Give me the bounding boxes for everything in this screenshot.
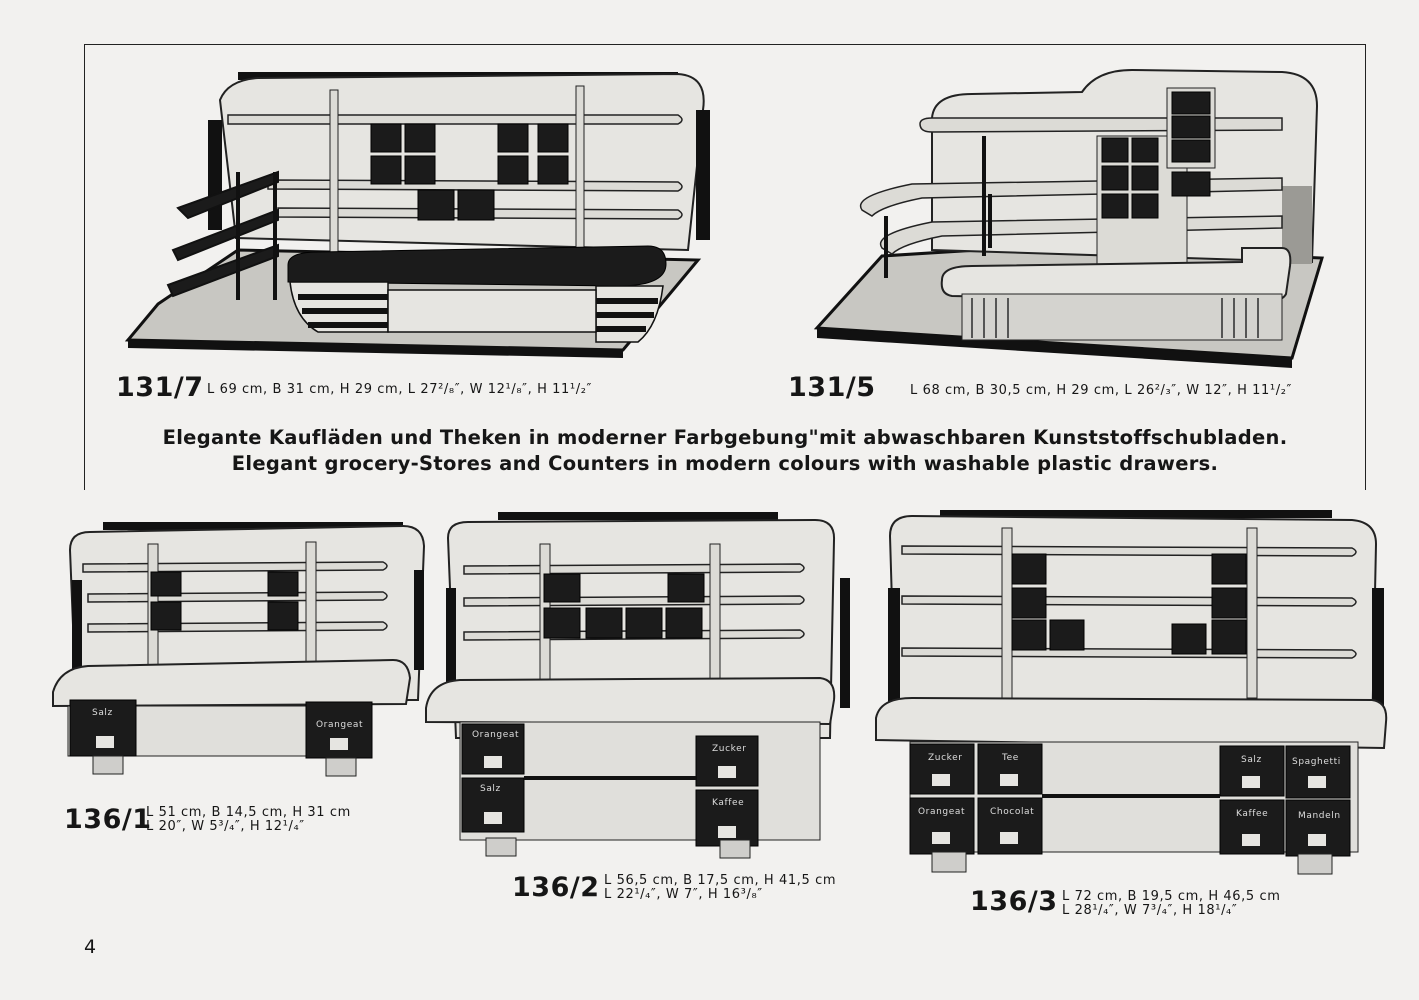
headline-german: Elegante Kaufläden und Theken in moderner Farbgebung"mit abwaschbaren Kunststoffschubladen. (162, 426, 1288, 449)
drawer-label-tee-136-3: Tee (1002, 753, 1019, 763)
drawer-label-orangeat-136-3: Orangeat (918, 807, 966, 817)
product-photo-131-5 (812, 66, 1332, 368)
product-photo-136-3 (872, 508, 1392, 884)
model-number-136-2: 136/2 (512, 872, 600, 903)
drawer-label-mandeln-136-3: Mandeln (1298, 811, 1341, 821)
product-photo-131-7 (118, 60, 718, 360)
drawer-label-spaghetti-136-3: Spaghetti (1292, 757, 1341, 767)
drawer-label-salz-136-3: Salz (1241, 755, 1262, 765)
catalog-frame-left (84, 44, 85, 490)
dimensions-136-1-metric: L 51 cm, B 14,5 cm, H 31 cm (146, 805, 351, 820)
product-photo-136-2 (420, 508, 860, 860)
model-number-136-3: 136/3 (970, 886, 1058, 917)
drawer-label-orangeat-136-2: Orangeat (472, 730, 520, 740)
dimensions-136-3-metric: L 72 cm, B 19,5 cm, H 46,5 cm (1062, 889, 1281, 904)
page-number: 4 (84, 936, 97, 958)
model-number-136-1: 136/1 (64, 804, 152, 835)
drawer-label-zucker-136-2: Zucker (712, 744, 747, 754)
catalog-frame-top (84, 44, 1366, 45)
drawer-label-orangeat-136-1: Orangeat (316, 720, 364, 730)
product-photo-136-1 (48, 520, 428, 790)
dimensions-136-3-imperial: L 28¹/₄″, W 7³/₄″, H 18¹/₄″ (1062, 903, 1238, 918)
drawer-label-zucker-136-3: Zucker (928, 753, 963, 763)
catalog-frame-right (1365, 44, 1366, 490)
dimensions-136-2-imperial: L 22¹/₄″, W 7″, H 16³/₈″ (604, 887, 763, 902)
dimensions-136-1-imperial: L 20″, W 5³/₄″, H 12¹/₄″ (146, 819, 305, 834)
drawer-label-salz-136-1: Salz (92, 708, 113, 718)
drawer-label-kaffee-136-2: Kaffee (712, 798, 745, 808)
dimensions-131-7: L 69 cm, B 31 cm, H 29 cm, L 27²/₈″, W 12¹/₈″, H 11¹/₂″ (207, 382, 592, 397)
dimensions-136-2-metric: L 56,5 cm, B 17,5 cm, H 41,5 cm (604, 873, 837, 888)
drawer-label-kaffee-136-3: Kaffee (1236, 809, 1269, 819)
headline-english: Elegant grocery-Stores and Counters in modern colours with washable plastic drawers. (231, 452, 1219, 475)
dimensions-131-5: L 68 cm, B 30,5 cm, H 29 cm, L 26²/₃″, W 12″, H 11¹/₂″ (910, 383, 1292, 398)
drawer-label-chocolat-136-3: Chocolat (990, 807, 1035, 817)
model-number-131-5: 131/5 (788, 372, 876, 403)
model-number-131-7: 131/7 (116, 372, 204, 403)
drawer-label-salz-136-2: Salz (480, 784, 501, 794)
